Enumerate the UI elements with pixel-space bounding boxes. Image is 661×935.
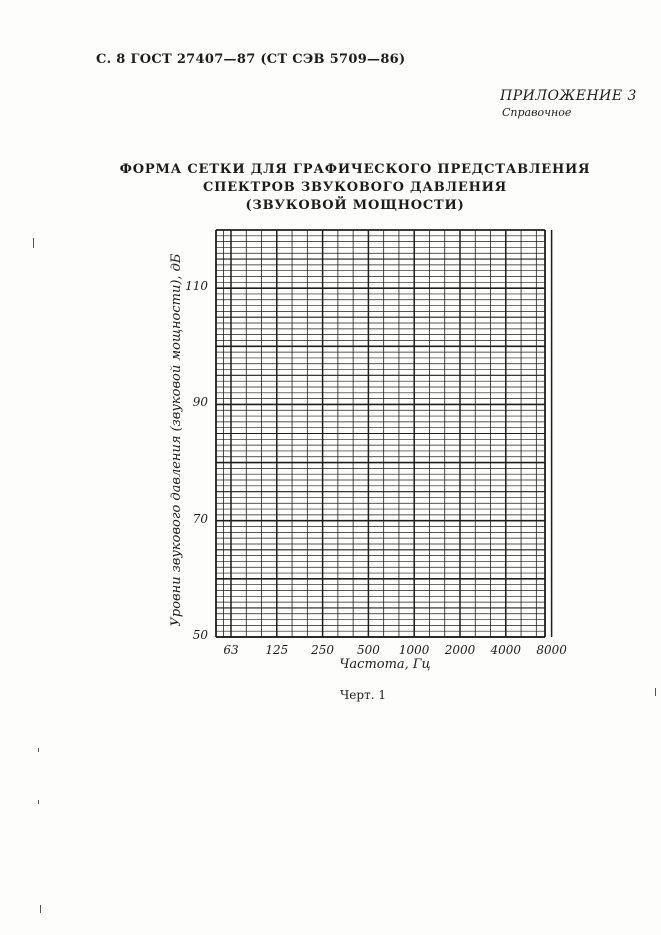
x-tick-label: 2000 [444,643,476,657]
figure-caption: Черт. 1 [340,688,386,702]
scan-mark [40,905,41,913]
x-tick-label: 250 [311,643,335,657]
x-tick-label: 63 [223,643,239,657]
figure-title-line-3: (ЗВУКОВОЙ МОЩНОСТИ) [245,198,465,213]
x-tick-label: 8000 [536,643,567,657]
x-axis-label: Частота, Гц [339,657,431,672]
scan-mark [655,688,656,696]
appendix-status: Справочное [502,106,572,119]
y-axis-label: Уровни звукового давления (звуковой мощности), дБ [169,253,184,627]
x-tick-label: 4000 [490,643,522,657]
y-tick-label: 110 [185,279,208,294]
x-tick-label: 1000 [398,643,430,657]
y-tick-label: 70 [192,511,208,526]
scan-mark [33,238,34,248]
figure-title-line-2: СПЕКТРОВ ЗВУКОВОГО ДАВЛЕНИЯ [202,180,507,195]
scan-mark [38,748,39,752]
figure-title-line-1: ФОРМА СЕТКИ ДЛЯ ГРАФИЧЕСКОГО ПРЕДСТАВЛЕНИЯ [119,162,591,177]
x-tick-label: 125 [265,643,289,657]
x-tick-label: 500 [356,643,380,657]
page-header: С. 8 ГОСТ 27407—87 (СТ СЭВ 5709—86) [96,52,406,67]
y-tick-label: 90 [192,395,208,410]
appendix-label: ПРИЛОЖЕНИЕ 3 [500,88,637,104]
y-tick-label: 50 [192,628,208,642]
scan-mark [38,800,39,804]
